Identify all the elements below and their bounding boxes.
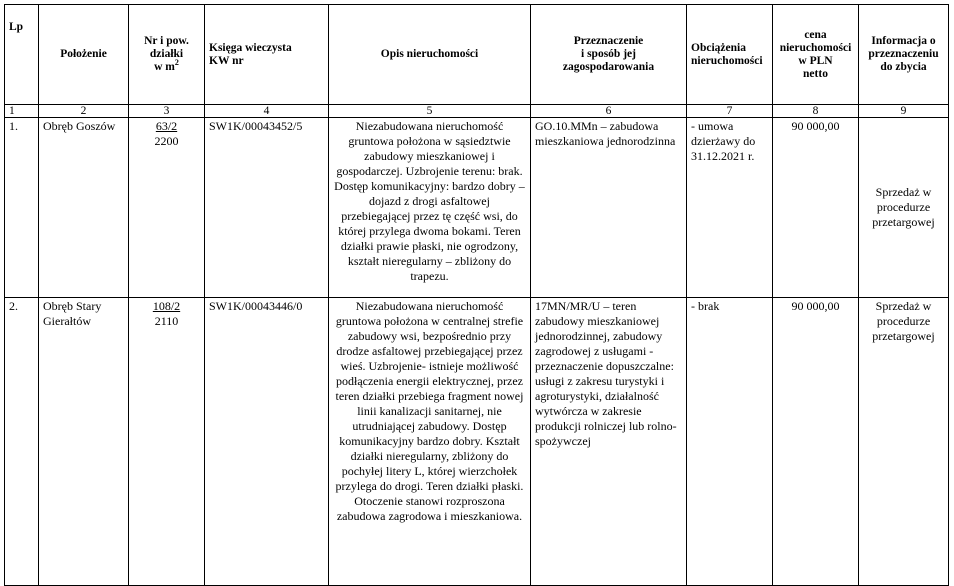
header-lp: Lp <box>5 5 39 105</box>
row-opis: Niezabudowana nieruchomość gruntowa położona w sąsiedztwie zabudowy mieszkaniowej i gospodarczej. Uzbrojenie terenu: brak. Dostęp komunikacyjny: bardzo dobry –dojazd z drogi asfaltowej przebiegającej przez tę część wsi, do której przylega dwoma bokami. Teren działki prawie płaski, nie ogrodzony, kształt nieregularny – zbliżony do trapezu. <box>329 118 531 298</box>
column-number: 6 <box>531 105 687 118</box>
header-przeznaczenie: Przeznaczenie i sposób jej zagospodarowania <box>531 5 687 105</box>
row-obciazenia: - brak <box>687 298 773 586</box>
row-dzialka <box>129 298 205 586</box>
row-lp: 2. <box>5 298 39 586</box>
row-opis: Niezabudowana nieruchomość gruntowa położona w centralnej strefie zabudowy wsi, bezpośrednio przy drodze asfaltowej przebiegającej przez wieś. Uzbrojenie- istnieje możliwość podłączenia energii elektrycznej, przez teren działki przebiega fragment nowej linii kanalizacji sanitarnej, nie utrudniającej zabudowy. Dostęp komunikacyjny bardzo dobry. Kształt działki nieregularny, zbliżony do pochyłej litery L, której wierzchołek przylega do drogi. Teren działki płaski. Otoczenie stanowi rozproszona zabudowa zagrodowa i mieszkaniowa. <box>329 298 531 586</box>
row-lp: 1. <box>5 118 39 298</box>
row-informacja: Sprzedaż w procedurze przetargowej <box>859 118 949 298</box>
column-number: 8 <box>773 105 859 118</box>
parcel-number: 63/2 <box>155 119 178 133</box>
parcel-area: 2110 <box>154 314 179 328</box>
row-przeznaczenie: GO.10.MMn – zabudowa mieszkaniowa jednorodzinna <box>531 118 687 298</box>
column-number: 9 <box>859 105 949 118</box>
column-number: 3 <box>129 105 205 118</box>
row-obciazenia: - umowa dzierżawy do 31.12.2021 r. <box>687 118 773 298</box>
row-polozenie: Obręb Goszów <box>39 118 129 298</box>
row-polozenie: Obręb Stary Gierałtów <box>39 298 129 586</box>
header-nr-pow: Nr i pow. działki w $m^2$ <box>129 5 205 105</box>
property-table <box>4 4 949 586</box>
table-row <box>5 298 949 586</box>
table-row <box>5 118 949 298</box>
row-informacja: Sprzedaż w procedurze przetargowej <box>859 298 949 586</box>
parcel-area: 2200 <box>154 134 179 148</box>
row-ksiega: SW1K/00043452/5 <box>205 118 329 298</box>
header-opis: Opis nieruchomości <box>329 5 531 105</box>
header-obciazenia: Obciążenia nieruchomości <box>687 5 773 105</box>
row-ksiega: SW1K/00043446/0 <box>205 298 329 586</box>
row-cena: 90 000,00 <box>773 118 859 298</box>
row-cena: 90 000,00 <box>773 298 859 586</box>
row-dzialka <box>129 118 205 298</box>
column-number: 2 <box>39 105 129 118</box>
header-cena: cena nieruchomości w PLN netto <box>773 5 859 105</box>
column-number: 4 <box>205 105 329 118</box>
header-row <box>5 5 949 105</box>
row-przeznaczenie: 17MN/MR/U – teren zabudowy mieszkaniowej jednorodzinnej, zabudowy zagrodowej z usługami - przeznaczenie dopuszczalne: usługi z zakresu turystyki i agroturystyki, działalność wytwórcza w zakresie produkcji rolniczej lub rolno-spożywczej <box>531 298 687 586</box>
column-number: 5 <box>329 105 531 118</box>
parcel-number: 108/2 <box>152 299 181 313</box>
column-number: 1 <box>5 105 39 118</box>
header-ksiega: Księga wieczysta KW nr <box>205 5 329 105</box>
column-number: 7 <box>687 105 773 118</box>
header-informacja: Informacja o przeznaczeniu do zbycia <box>859 5 949 105</box>
header-polozenie: Położenie <box>39 5 129 105</box>
column-number-row <box>5 105 949 118</box>
